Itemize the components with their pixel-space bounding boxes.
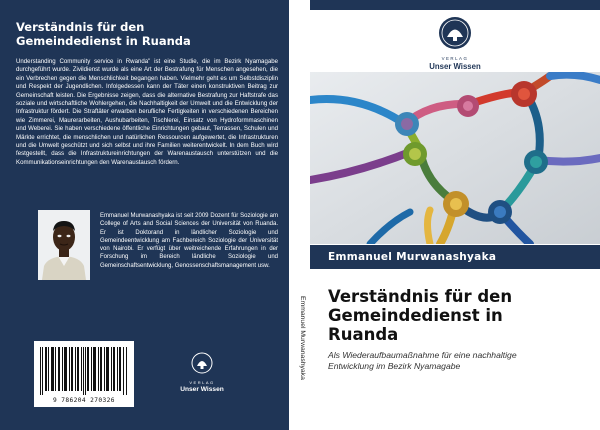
spine-author: Emmanuel Murwanashyaka (299, 296, 306, 380)
author-portrait-icon (38, 210, 90, 280)
knotted-ropes-image (310, 72, 600, 244)
author-bio: Emmanuel Murwanashyaka ist seit 2009 Dozent für Soziologie am College of Arts and Social Sciences der Universität von Ruanda. Er ist Doktorand in ländlicher Soziologie und Gemeindeentwicklung am Fachbereich Soziologie der Universität von Nairobi. Er verfügt über weitreichende Erfahrungen in der Forschung im Bereich ländliche Soziologie und Gemeinschaftsentwicklung, Genossenschaftsmanagement usw. (100, 213, 278, 269)
front-author-name: Emmanuel Murwanashyaka (328, 251, 497, 263)
front-author-bar (310, 245, 600, 269)
back-cover (0, 0, 289, 430)
front-publisher-verlag: VERLAG (441, 56, 469, 61)
publisher-emblem-icon (438, 16, 472, 50)
front-publisher-name: Unser Wissen (429, 62, 481, 71)
front-publisher-logo (412, 16, 498, 71)
front-top-bar (310, 0, 600, 10)
cover-photo-knotted-ropes (310, 72, 600, 244)
publisher-emblem-icon (191, 352, 213, 374)
back-publisher-name: Unser Wissen (180, 386, 224, 393)
back-publisher-verlag: VERLAG (189, 380, 215, 385)
back-cover-description: Understanding Community service in Rwanda" ist eine Studie, die im Bezirk Nyamagabe durchgeführt wurde. Zivildienst wurde als eine Art der Bestrafung für Menschen angesehen, die ein Verbrechen gegen die Menschlichkeit begangen haben. Vielmehr geht es um Selbstdisziplin und Respekt der Jugendlichen. Infolgedessen kann der Täter einen konstruktiven Beitrag zur Gemeinschaft leisten. Die Ergebnisse zeigen, dass die alternative Bestrafung zur Haftstrafe das soziale und wirtschaftliche Wohlergehen, die Nachhaltigkeit der Umwelt und die Entwicklung der Infrastruktur fördert. Die Straftäter erwarben berufliche Fertigkeiten in verschiedenen Bereichen wie Zimmerei, Maurerarbeiten, Aushubarbeiten, Tischlerei, Einsatz von Hydroformmaschinen und Weberei. Sie haben verschiedene öffentliche Einrichtungen gebaut, Terrassen, Schulen und Märkte errichtet, die menschlichen und natürlichen Ressourcen aufgewertet, die Infrastrukturen und die Umwelt geschützt und sich selbst und ihre Familien weiterentwickelt. In dem Buch wird festgestellt, dass die Infrastruktureinrichtungen der Warenaustausch unterstützen und die Kommunikationseinrichtungen den Warenaustausch fördern. (16, 58, 278, 166)
barcode-number: 9 786204 270326 (53, 397, 115, 404)
author-photo (38, 210, 90, 280)
back-cover-title: Verständnis für den Gemeindedienst in Ruanda (16, 20, 191, 48)
front-cover (310, 0, 600, 430)
barcode (34, 341, 134, 407)
front-cover-title: Verständnis für den Gemeindedienst in Ruanda (328, 287, 513, 344)
front-cover-subtitle: Als Wiederaufbaumaßnahme für eine nachhaltige Entwicklung im Bezirk Nyamagabe (328, 350, 517, 371)
back-publisher-logo (176, 352, 228, 393)
barcode-icon (40, 347, 128, 395)
